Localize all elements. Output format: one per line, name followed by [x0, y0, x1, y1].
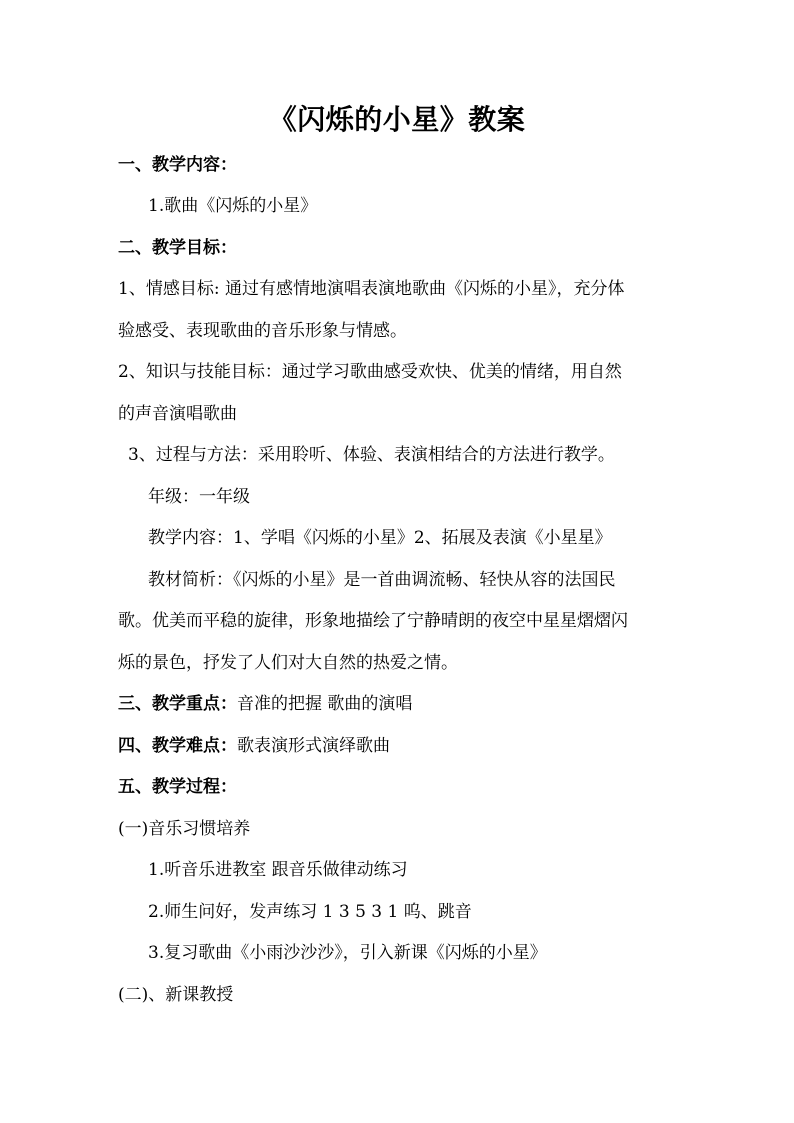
goal-emotion-line-2: 验感受、表现歌曲的音乐形象与情感。 — [118, 321, 407, 341]
key-points-text: 音准的把握 歌曲的演唱 — [237, 694, 413, 714]
analysis-line-3: 烁的景色，抒发了人们对大自然的热爱之情。 — [118, 653, 458, 673]
difficulties-line — [118, 731, 390, 756]
process-part2-heading: (二)、新课教授 — [118, 985, 234, 1005]
grade-line: 年级：一年级 — [148, 487, 250, 507]
analysis-line-1: 教材简析：《闪烁的小星》是一首曲调流畅、轻快从容的法国民 — [148, 570, 616, 590]
process-part1-item-1: 1.听音乐进教室 跟音乐做律动练习 — [148, 860, 408, 880]
key-points-label: 三、教学重点： — [118, 694, 237, 714]
difficulties-label: 四、教学难点： — [118, 736, 237, 756]
key-points-line — [118, 689, 412, 714]
process-part1-heading: (一)音乐习惯培养 — [118, 819, 251, 839]
goal-skill-line-2: 的声音演唱歌曲 — [118, 404, 237, 424]
goal-emotion-line-1: 1、情感目标: 通过有感情地演唱表演地歌曲《闪烁的小星》，充分体 — [118, 279, 625, 299]
process-part1-item-3: 3.复习歌曲《小雨沙沙沙》，引入新课《闪烁的小星》 — [148, 943, 547, 963]
section-teaching-content-heading: 一、教学内容： — [118, 155, 237, 175]
goal-skill-line-1: 2、知识与技能目标：通过学习歌曲感受欢快、优美的情绪，用自然 — [118, 362, 622, 382]
section-process-heading: 五、教学过程： — [118, 777, 237, 797]
difficulties-text: 歌表演形式演绎歌曲 — [237, 736, 390, 756]
content-line: 教学内容：1、学唱《闪烁的小星》2、拓展及表演《小星星》 — [148, 528, 612, 548]
goal-process-method: 3、过程与方法：采用聆听、体验、表演相结合的方法进行教学。 — [128, 445, 615, 465]
page-title: 《闪烁的小星》教案 — [268, 103, 526, 136]
analysis-line-2: 歌。优美而平稳的旋律，形象地描绘了宁静晴朗的夜空中星星熠熠闪 — [118, 611, 628, 631]
section-teaching-goals-heading: 二、教学目标： — [118, 238, 237, 258]
process-part1-item-2: 2.师生问好，发声练习 1 3 5 3 1 呜、跳音 — [148, 902, 472, 922]
teaching-content-item: 1.歌曲《闪烁的小星》 — [148, 196, 318, 216]
